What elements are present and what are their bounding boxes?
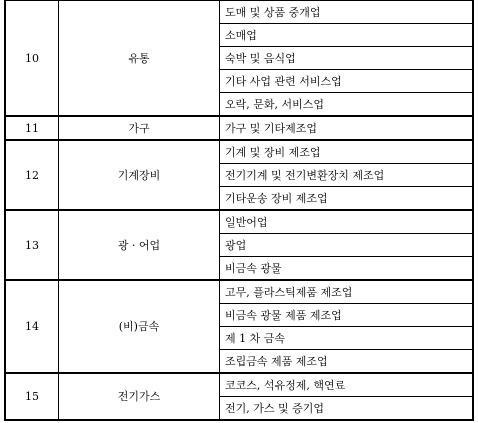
subcategory-cell: 오락, 문화, 서비스업 (220, 93, 474, 117)
group-category: 광 · 어업 (59, 210, 220, 280)
group-number: 13 (5, 210, 59, 280)
subcategory-cell: 광업 (220, 234, 474, 257)
subcategory-cell: 가구 및 기타제조업 (220, 116, 474, 140)
group-category: 전기가스 (59, 373, 220, 420)
group-category: 기계장비 (59, 140, 220, 210)
subcategory-cell: 기타운송 장비 제조업 (220, 187, 474, 211)
group-number: 15 (5, 373, 59, 420)
group-number: 10 (5, 1, 59, 117)
table-row (5, 280, 473, 304)
group-number: 12 (5, 140, 59, 210)
subcategory-cell: 전기기계 및 전기변환장치 제조업 (220, 164, 474, 187)
subcategory-cell: 비금속 광물 (220, 257, 474, 281)
table-row (5, 116, 473, 140)
group-category: 가구 (59, 116, 220, 140)
subcategory-cell: 비금속 광물 제품 제조업 (220, 304, 474, 327)
subcategory-cell: 조립금속 제품 제조업 (220, 350, 474, 374)
group-number: 14 (5, 280, 59, 373)
table-row (5, 373, 473, 397)
group-category: (비)금속 (59, 280, 220, 373)
subcategory-cell: 숙박 및 음식업 (220, 47, 474, 70)
table-row (5, 210, 473, 234)
subcategory-cell: 도매 및 상품 중개업 (220, 1, 474, 24)
table-row (5, 140, 473, 164)
subcategory-cell: 기타 사업 관련 서비스업 (220, 70, 474, 93)
industry-classification-table (4, 0, 474, 421)
group-number: 11 (5, 116, 59, 140)
subcategory-cell: 전기, 가스 및 증기업 (220, 397, 474, 421)
subcategory-cell: 코코스, 석유정제, 핵연료 (220, 373, 474, 397)
subcategory-cell: 소매업 (220, 24, 474, 47)
subcategory-cell: 제 1 차 금속 (220, 327, 474, 350)
subcategory-cell: 기계 및 장비 제조업 (220, 140, 474, 164)
group-category: 유통 (59, 1, 220, 117)
subcategory-cell: 고무, 플라스틱제품 제조업 (220, 280, 474, 304)
subcategory-cell: 일반어업 (220, 210, 474, 234)
table-row (5, 1, 473, 24)
